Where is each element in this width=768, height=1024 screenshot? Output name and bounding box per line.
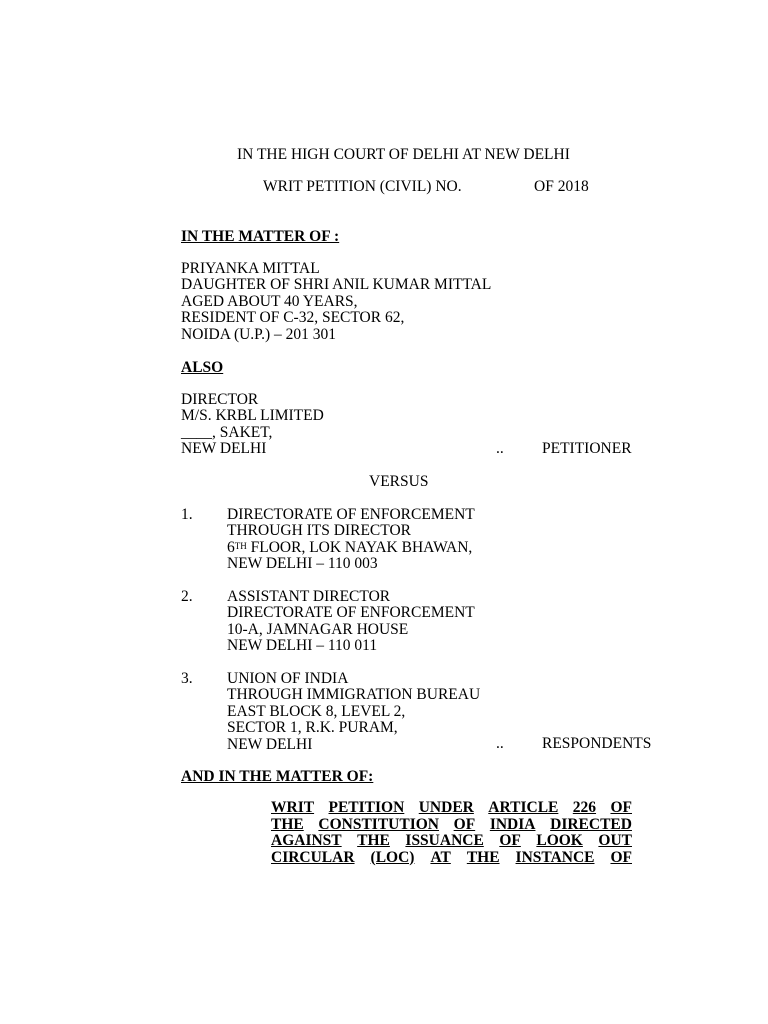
- respondent-line: [227, 540, 475, 556]
- prayer-word: UNDER: [418, 799, 474, 816]
- petitioner-line: NOIDA (U.P.) – 201 301: [181, 325, 336, 343]
- respondent-line: SECTOR 1, R.K. PURAM,: [227, 719, 398, 737]
- prayer-line: [271, 800, 632, 817]
- prayer-word: 226: [572, 799, 597, 816]
- respondent-line: ASSISTANT DIRECTOR: [227, 588, 391, 605]
- prayer-word: OF: [499, 832, 521, 849]
- prayer-word: WRIT: [271, 799, 315, 816]
- matter-heading: IN THE MATTER OF :: [181, 228, 340, 245]
- and-matter-heading: AND IN THE MATTER OF:: [181, 768, 374, 785]
- petitioner-dots: ..: [496, 440, 504, 457]
- prayer-word: THE: [271, 815, 304, 833]
- prayer-word: CIRCULAR: [271, 848, 355, 866]
- director-line: ____, SAKET,: [181, 423, 273, 441]
- director-line: M/S. KRBL LIMITED: [181, 407, 324, 425]
- respondent-line: UNION OF INDIA: [227, 670, 349, 687]
- respondent-line: THROUGH IMMIGRATION BUREAU: [227, 686, 481, 704]
- respondent-2-block: [227, 589, 475, 655]
- prayer-word: CONSTITUTION: [318, 815, 439, 833]
- prayer-word: THE: [357, 832, 390, 849]
- respondent-line: NEW DELHI: [227, 735, 313, 753]
- director-line: NEW DELHI: [181, 440, 267, 458]
- prayer-paragraph: [271, 800, 632, 866]
- prayer-word: OF: [610, 799, 632, 816]
- prayer-word: (LOC): [370, 848, 415, 866]
- prayer-word: INDIA: [489, 815, 536, 833]
- respondent-number: 3.: [181, 670, 193, 687]
- respondent-number: 2.: [181, 588, 193, 605]
- respondent-line: DIRECTORATE OF ENFORCEMENT: [227, 506, 475, 523]
- prayer-word: AT: [430, 848, 451, 866]
- prayer-line: [271, 817, 632, 834]
- petitioner-role: PETITIONER: [542, 440, 632, 457]
- respondent-3-block: [227, 671, 480, 753]
- court-title: IN THE HIGH COURT OF DELHI AT NEW DELHI: [237, 146, 570, 163]
- prayer-word: THE: [466, 848, 500, 866]
- respondent-1-block: [227, 507, 475, 573]
- respondent-line: 10-A, JAMNAGAR HOUSE: [227, 620, 409, 638]
- director-line: DIRECTOR: [181, 391, 259, 408]
- prayer-word: LOOK: [536, 832, 583, 849]
- prayer-word: ISSUANCE: [405, 832, 484, 849]
- petitioner-block: [181, 261, 491, 343]
- prayer-word: OUT: [598, 832, 632, 849]
- respondent-line: NEW DELHI – 110 003: [227, 555, 378, 573]
- petitioner-line: AGED ABOUT 40 YEARS,: [181, 292, 358, 310]
- petitioner-line: RESIDENT OF C-32, SECTOR 62,: [181, 309, 405, 327]
- respondent-line: EAST BLOCK 8, LEVEL 2,: [227, 702, 406, 720]
- floor-superscript: TH: [234, 540, 247, 551]
- prayer-line: [271, 850, 632, 867]
- prayer-line: [271, 833, 632, 850]
- director-block: [181, 392, 324, 458]
- petition-label: WRIT PETITION (CIVIL) NO.: [263, 178, 462, 195]
- versus-label: VERSUS: [369, 473, 429, 490]
- prayer-word: INSTANCE: [515, 848, 595, 866]
- respondents-role: RESPONDENTS: [542, 735, 652, 752]
- petitioner-line: PRIYANKA MITTAL: [181, 260, 320, 277]
- respondent-number: 1.: [181, 506, 193, 523]
- prayer-word: AGAINST: [271, 832, 342, 849]
- prayer-word: OF: [610, 848, 632, 866]
- respondents-dots: ..: [496, 735, 504, 752]
- petitioner-line: DAUGHTER OF SHRI ANIL KUMAR MITTAL: [181, 276, 492, 294]
- respondent-line: THROUGH ITS DIRECTOR: [227, 522, 411, 540]
- prayer-word: PETITION: [328, 799, 405, 816]
- respondent-line: NEW DELHI – 110 011: [227, 637, 378, 655]
- respondent-line: DIRECTORATE OF ENFORCEMENT: [227, 604, 475, 622]
- floor-address: FLOOR, LOK NAYAK BHAWAN,: [246, 538, 473, 556]
- prayer-word: DIRECTED: [550, 815, 632, 833]
- also-heading: ALSO: [181, 359, 224, 376]
- prayer-word: OF: [453, 815, 476, 833]
- floor-number: 6: [227, 538, 235, 556]
- prayer-word: ARTICLE: [488, 799, 559, 816]
- petition-year: OF 2018: [534, 178, 589, 195]
